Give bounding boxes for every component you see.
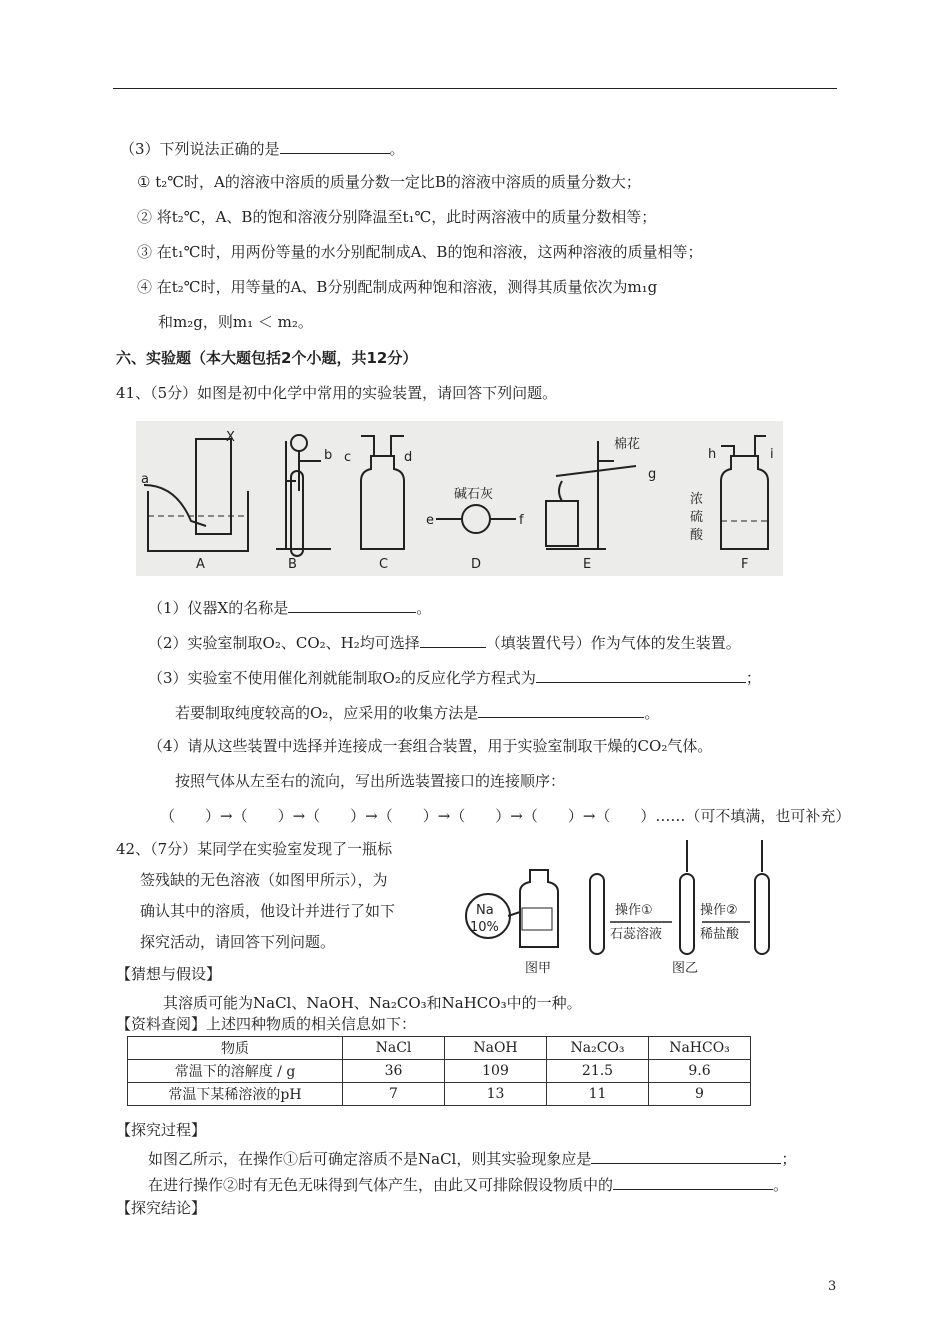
q40-option-1: ① t₂℃时，A的溶液中溶质的质量分数一定比B的溶液中溶质的质量分数大；	[137, 173, 641, 191]
info-table	[127, 1036, 751, 1106]
q41-sub3: （3）实验室不使用催化剂就能制取O₂的反应化学方程式为 ；	[148, 666, 761, 688]
reference-title: 【资料查阅】上述四种物质的相关信息如下：	[116, 1015, 417, 1033]
q41-sub4b: 按照气体从左至右的流向，写出所选装置接口的连接顺序：	[175, 772, 566, 790]
header-cell: NaCl	[343, 1037, 445, 1060]
header-cell: Na₂CO₃	[547, 1037, 649, 1060]
label-C: C	[379, 557, 389, 572]
text-cotton: 棉花	[614, 437, 641, 452]
mark-g: g	[648, 467, 657, 482]
q40-option-3: ③ 在t₁℃时，用两份等量的水分别配制成A、B的饱和溶液，这两种溶液的质量相等；	[137, 243, 703, 261]
label-B: B	[288, 557, 297, 572]
table-cell: 常温下的溶解度 / g	[128, 1060, 343, 1083]
fig-pct-label: 10%	[470, 920, 499, 935]
mark-e: e	[426, 513, 434, 528]
answer-blank[interactable]	[536, 666, 746, 683]
q41-sequence: （ ）→（ ）→（ ）→（ ）→（ ）→（ ）→（ ）……（可不填满，也可补充）	[160, 807, 851, 825]
mark-i: i	[770, 447, 774, 462]
label-E: E	[583, 557, 592, 572]
section-title: 六、实验题（本大题包括2个小题，共12分）	[116, 349, 418, 367]
answer-blank[interactable]	[420, 631, 486, 648]
table-header-row	[128, 1037, 751, 1060]
guess-text: 其溶质可能为NaCl、NaOH、Na₂CO₃和NaHCO₃中的一种。	[163, 994, 582, 1012]
table-cell: 11	[547, 1083, 649, 1106]
page-number: 3	[828, 1279, 837, 1294]
q41-sub1: （1）仪器X的名称是 。	[148, 596, 431, 618]
process-line-1: 如图乙所示，在操作①后可确定溶质不是NaCl，则其实验现象应是 ；	[148, 1147, 796, 1169]
conclusion-title: 【探究结论】	[116, 1199, 207, 1217]
q41-sub3b: 若要制取纯度较高的O₂，应采用的收集方法是 。	[175, 701, 659, 723]
table-row	[128, 1083, 751, 1106]
table-cell: 109	[445, 1060, 547, 1083]
answer-blank[interactable]	[613, 1173, 773, 1190]
table-cell: 7	[343, 1083, 445, 1106]
text-suan: 酸	[690, 528, 704, 543]
header-rule	[113, 88, 837, 89]
fig-op2: 操作②	[700, 903, 738, 918]
answer-blank[interactable]	[591, 1147, 781, 1164]
process-title: 【探究过程】	[116, 1121, 207, 1139]
mark-h: h	[708, 447, 717, 462]
label-A: A	[196, 557, 205, 572]
fig-caption-jia: 图甲	[525, 961, 552, 976]
mark-b: b	[324, 448, 333, 463]
q40-option-2: ② 将t₂℃，A、B的饱和溶液分别降温至t₁℃，此时两溶液中的质量分数相等；	[137, 208, 657, 226]
q40-option-4: ④ 在t₂℃时，用等量的A、B分别配制成两种饱和溶液，测得其质量依次为m₁g	[137, 278, 658, 296]
q42-stem-1: 42、（7分）某同学在实验室发现了一瓶标	[116, 840, 393, 858]
mark-d: d	[404, 450, 413, 465]
fig-reagent1: 石蕊溶液	[610, 927, 663, 942]
header-cell: NaOH	[445, 1037, 547, 1060]
q40-3-prompt: （3）下列说法正确的是 。	[120, 137, 405, 159]
table-cell: 13	[445, 1083, 547, 1106]
header-cell: NaHCO₃	[649, 1037, 751, 1060]
q42-figure	[460, 832, 782, 980]
answer-blank[interactable]	[288, 596, 416, 613]
q42-stem-2: 签残缺的无色溶液（如图甲所示），为	[140, 871, 388, 889]
table-cell: 常温下某稀溶液的pH	[128, 1083, 343, 1106]
text-soda-lime: 碱石灰	[454, 487, 494, 502]
label-D: D	[471, 557, 482, 572]
q41-sub2: （2）实验室制取O₂、CO₂、H₂均可选择 （填装置代号）作为气体的发生装置。	[148, 631, 741, 653]
text-nong: 浓	[690, 492, 704, 507]
mark-c: c	[344, 450, 352, 465]
table-cell: 36	[343, 1060, 445, 1083]
q41-sub4: （4）请从这些装置中选择并连接成一套组合装置，用于实验室制取干燥的CO₂气体。	[148, 737, 713, 755]
table-row	[128, 1060, 751, 1083]
q40-option-4-cont: 和m₂g，则m₁ ＜ m₂。	[158, 313, 313, 331]
fig-caption-yi: 图乙	[672, 961, 699, 976]
mark-X: X	[226, 430, 235, 445]
table-cell: 21.5	[547, 1060, 649, 1083]
table-cell: 9	[649, 1083, 751, 1106]
mark-f: f	[519, 513, 524, 528]
mark-a: a	[141, 472, 149, 487]
table-cell: 9.6	[649, 1060, 751, 1083]
answer-blank[interactable]	[280, 137, 390, 154]
fig-reagent2: 稀盐酸	[700, 927, 740, 942]
q42-stem-3: 确认其中的溶质，他设计并进行了如下	[140, 902, 396, 920]
q42-stem-4: 探究活动，请回答下列问题。	[140, 933, 336, 951]
process-line-2: 在进行操作②时有无色无味得到气体产生，由此又可排除假设物质中的 。	[148, 1173, 788, 1195]
answer-blank[interactable]	[478, 701, 644, 718]
fig-na-label: Na	[476, 903, 494, 918]
apparatus-figure	[136, 421, 783, 576]
header-cell: 物质	[128, 1037, 343, 1060]
text-liu: 硫	[690, 510, 704, 525]
q41-stem: 41、（5分）如图是初中化学中常用的实验装置，请回答下列问题。	[116, 384, 558, 402]
fig-op1: 操作①	[615, 903, 653, 918]
guess-title: 【猜想与假设】	[116, 965, 222, 983]
label-F: F	[741, 557, 749, 572]
